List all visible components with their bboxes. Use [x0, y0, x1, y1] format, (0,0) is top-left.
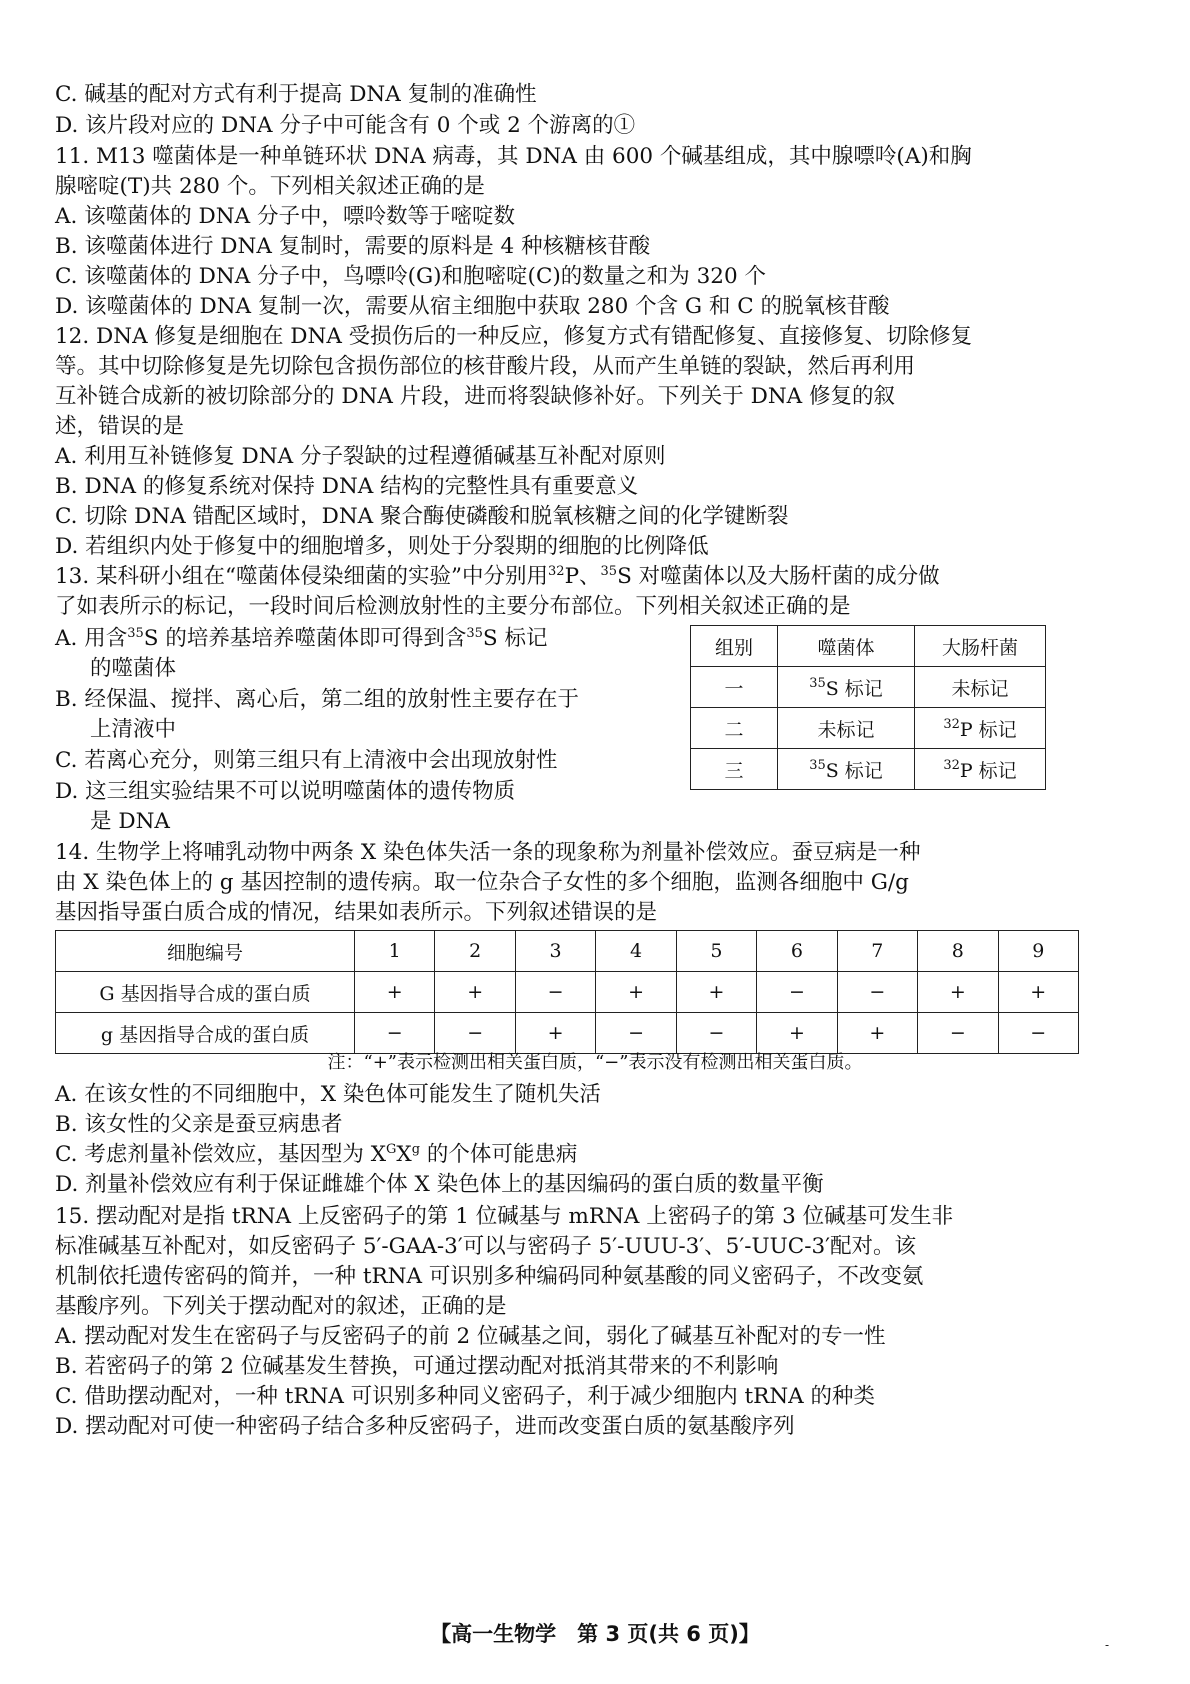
q15-option-a: A. 摆动配对发生在密码子与反密码子的前 2 位碱基之间，弱化了碱基互补配对的专一性 — [55, 1324, 886, 1349]
sup-35: 35 — [809, 675, 826, 691]
table-cell: − — [676, 1013, 756, 1054]
q14-c-text-a: C. 考虑剂量补偿效应，基因型为 X — [55, 1142, 386, 1167]
table-cell: + — [435, 972, 515, 1013]
q15-stem-line2: 标准碱基互补配对，如反密码子 5′-GAA-3′可以与密码子 5′-UUU-3′、5′-UUC-3′配对。该 — [55, 1234, 917, 1259]
table-cell: − — [435, 1013, 515, 1054]
sup-32: 32 — [943, 757, 960, 773]
table-cell: 未标记 — [778, 708, 915, 749]
table-cell: − — [515, 972, 595, 1013]
table-cell — [778, 749, 915, 790]
table-header-row — [56, 931, 1079, 972]
row-label: G 基因指导合成的蛋白质 — [56, 972, 355, 1013]
table-header-cell: 细胞编号 — [56, 931, 355, 972]
q13-a-text-b: S 的培养基培养噬菌体即可得到含 — [143, 626, 467, 651]
row-label: g 基因指导合成的蛋白质 — [56, 1013, 355, 1054]
q13-stem-line2: 了如表所示的标记，一段时间后检测放射性的主要分布部位。下列相关叙述正确的是 — [55, 594, 851, 619]
q11-option-d: D. 该噬菌体的 DNA 复制一次，需要从宿主细胞中获取 280 个含 G 和 C 的脱氧核苷酸 — [55, 294, 890, 319]
table-header-cell: 1 — [355, 931, 435, 972]
q14-option-a: A. 在该女性的不同细胞中，X 染色体可能发生了随机失活 — [55, 1082, 601, 1107]
q13-stem-text-c: S 对噬菌体以及大肠杆菌的成分做 — [617, 564, 940, 589]
q13-sup-32: 32 — [548, 564, 565, 579]
q12-stem-line2: 等。其中切除修复是先切除包含损伤部位的核苷酸片段，从而产生单链的裂缺，然后再利用 — [55, 354, 916, 379]
table-header-cell: 5 — [676, 931, 756, 972]
q15-stem-line1: 15. 摆动配对是指 tRNA 上反密码子的第 1 位碱基与 mRNA 上密码子的第 3 位碱基可发生非 — [55, 1204, 954, 1229]
q12-option-d: D. 若组织内处于修复中的细胞增多，则处于分裂期的细胞的比例降低 — [55, 534, 709, 559]
table-cell: 二 — [691, 708, 778, 749]
table-row — [56, 972, 1079, 1013]
q11-option-b: B. 该噬菌体进行 DNA 复制时，需要的原料是 4 种核糖核苷酸 — [55, 234, 651, 259]
q13-stem-line1 — [55, 562, 940, 592]
table-header-cell: 组别 — [691, 626, 778, 667]
q10-option-d: D. 该片段对应的 DNA 分子中可能含有 0 个或 2 个游离的① — [55, 113, 636, 138]
q14-c-text-c: 的个体可能患病 — [420, 1142, 578, 1167]
q13-option-a-line1 — [55, 624, 547, 654]
table-header-cell: 7 — [837, 931, 917, 972]
q13-sup-35: 35 — [600, 564, 618, 579]
q14-c-text-b: X — [396, 1142, 412, 1167]
q12-stem-line1: 12. DNA 修复是细胞在 DNA 受损伤后的一种反应，修复方式有错配修复、直接修复、切除修复 — [55, 324, 973, 349]
table-cell — [915, 749, 1046, 790]
table-cell: 三 — [691, 749, 778, 790]
scan-mark: - — [1105, 1638, 1110, 1652]
q14-table-note: 注：“+”表示检测出相关蛋白质，“−”表示没有检测出相关蛋白质。 — [327, 1052, 863, 1073]
q13-stem-text-a: 13. 某科研小组在“噬菌体侵染细菌的实验”中分别用 — [55, 564, 549, 589]
q13-stem-text-b: P、 — [564, 564, 601, 589]
q12-stem-line4: 述，错误的是 — [55, 414, 185, 439]
table-header-cell: 8 — [918, 931, 998, 972]
q15-stem-line3: 机制依托遗传密码的简并，一种 tRNA 可识别多种编码同种氨基酸的同义密码子，不改变氨 — [55, 1264, 924, 1289]
cell-text: S 标记 — [825, 677, 883, 700]
q14-option-d: D. 剂量补偿效应有利于保证雌雄个体 X 染色体上的基因编码的蛋白质的数量平衡 — [55, 1172, 824, 1197]
q13-a-text-a: A. 用含 — [55, 626, 128, 651]
table-header-cell: 9 — [998, 931, 1079, 972]
table-cell: + — [757, 1013, 837, 1054]
q15-option-b: B. 若密码子的第 2 位碱基发生替换，可通过摆动配对抵消其带来的不利影响 — [55, 1354, 779, 1379]
q15-option-c: C. 借助摆动配对，一种 tRNA 可识别多种同义密码子，利于减少细胞内 tRNA 的种类 — [55, 1384, 876, 1409]
table-cell: − — [757, 972, 837, 1013]
cell-text: P 标记 — [959, 759, 1017, 782]
q14-option-b: B. 该女性的父亲是蚕豆病患者 — [55, 1112, 343, 1137]
q10-option-c: C. 碱基的配对方式有利于提高 DNA 复制的准确性 — [55, 82, 537, 107]
table-cell: + — [998, 972, 1079, 1013]
q14-protein-table — [55, 930, 1079, 1054]
table-header-cell: 3 — [515, 931, 595, 972]
q13-a-text-c: S 标记 — [482, 626, 548, 651]
table-cell: − — [596, 1013, 676, 1054]
table-cell — [778, 667, 915, 708]
q12-option-a: A. 利用互补链修复 DNA 分子裂缺的过程遵循碱基互补配对原则 — [55, 444, 666, 469]
table-cell: + — [596, 972, 676, 1013]
table-header-row — [691, 626, 1046, 667]
table-cell — [915, 708, 1046, 749]
table-cell: − — [998, 1013, 1079, 1054]
q11-option-a: A. 该噬菌体的 DNA 分子中，嘌呤数等于嘧啶数 — [55, 204, 515, 229]
table-cell: − — [837, 972, 917, 1013]
q13-a-sup-35b: 35 — [466, 626, 483, 641]
sup-35: 35 — [809, 757, 826, 773]
q11-stem-line2: 腺嘧啶(T)共 280 个。下列相关叙述正确的是 — [55, 174, 485, 199]
q14-c-sup-G: G — [386, 1142, 397, 1157]
table-cell: 一 — [691, 667, 778, 708]
table-cell: + — [355, 972, 435, 1013]
q11-stem-line1: 11. M13 噬菌体是一种单链环状 DNA 病毒，其 DNA 由 600 个碱基组成，其中腺嘌呤(A)和胸 — [55, 144, 972, 169]
q12-option-c: C. 切除 DNA 错配区域时，DNA 聚合酶使磷酸和脱氧核糖之间的化学键断裂 — [55, 504, 789, 529]
q12-stem-line3: 互补链合成新的被切除部分的 DNA 片段，进而将裂缺修补好。下列关于 DNA 修复的叙 — [55, 384, 895, 409]
table-cell: + — [837, 1013, 917, 1054]
q13-option-b-line1: B. 经保温、搅拌、离心后，第二组的放射性主要存在于 — [55, 687, 579, 712]
q14-stem-line1: 14. 生物学上将哺乳动物中两条 X 染色体失活一条的现象称为剂量补偿效应。蚕豆病是一种 — [55, 840, 921, 865]
table-header-cell: 2 — [435, 931, 515, 972]
q13-a-sup-35: 35 — [127, 626, 144, 641]
q12-option-b: B. DNA 的修复系统对保持 DNA 结构的完整性具有重要意义 — [55, 474, 639, 499]
q14-stem-line2: 由 X 染色体上的 g 基因控制的遗传病。取一位杂合子女性的多个细胞，监测各细胞中 G/g — [55, 870, 909, 895]
q14-c-sup-g: g — [411, 1142, 421, 1157]
sup-32: 32 — [943, 716, 960, 732]
table-header-cell: 6 — [757, 931, 837, 972]
q13-label-table — [690, 625, 1046, 790]
table-cell: − — [918, 1013, 998, 1054]
table-cell: + — [676, 972, 756, 1013]
q13-option-b-line2: 上清液中 — [90, 717, 177, 742]
table-cell: 未标记 — [915, 667, 1046, 708]
q11-option-c: C. 该噬菌体的 DNA 分子中，鸟嘌呤(G)和胞嘧啶(C)的数量之和为 320 个 — [55, 264, 766, 289]
table-row — [691, 708, 1046, 749]
q15-stem-line4: 基酸序列。下列关于摆动配对的叙述，正确的是 — [55, 1294, 507, 1319]
table-cell: + — [918, 972, 998, 1013]
q14-stem-line3: 基因指导蛋白质合成的情况，结果如表所示。下列叙述错误的是 — [55, 900, 658, 925]
q13-option-c: C. 若离心充分，则第三组只有上清液中会出现放射性 — [55, 748, 558, 773]
q13-option-d-line1: D. 这三组实验结果不可以说明噬菌体的遗传物质 — [55, 779, 516, 804]
table-cell: + — [515, 1013, 595, 1054]
q15-option-d: D. 摆动配对可使一种密码子结合多种反密码子，进而改变蛋白质的氨基酸序列 — [55, 1414, 795, 1439]
page-footer: 【高一生物学 第 3 页(共 6 页)】 — [430, 1622, 760, 1646]
table-row — [691, 667, 1046, 708]
table-header-cell: 4 — [596, 931, 676, 972]
table-cell: − — [355, 1013, 435, 1054]
q13-option-a-line2: 的噬菌体 — [90, 656, 177, 681]
cell-text: P 标记 — [959, 718, 1017, 741]
cell-text: S 标记 — [825, 759, 883, 782]
table-header-cell: 大肠杆菌 — [915, 626, 1046, 667]
table-row — [691, 749, 1046, 790]
q14-option-c — [55, 1140, 577, 1170]
table-row — [56, 1013, 1079, 1054]
q13-option-d-line2: 是 DNA — [90, 809, 170, 834]
table-header-cell: 噬菌体 — [778, 626, 915, 667]
